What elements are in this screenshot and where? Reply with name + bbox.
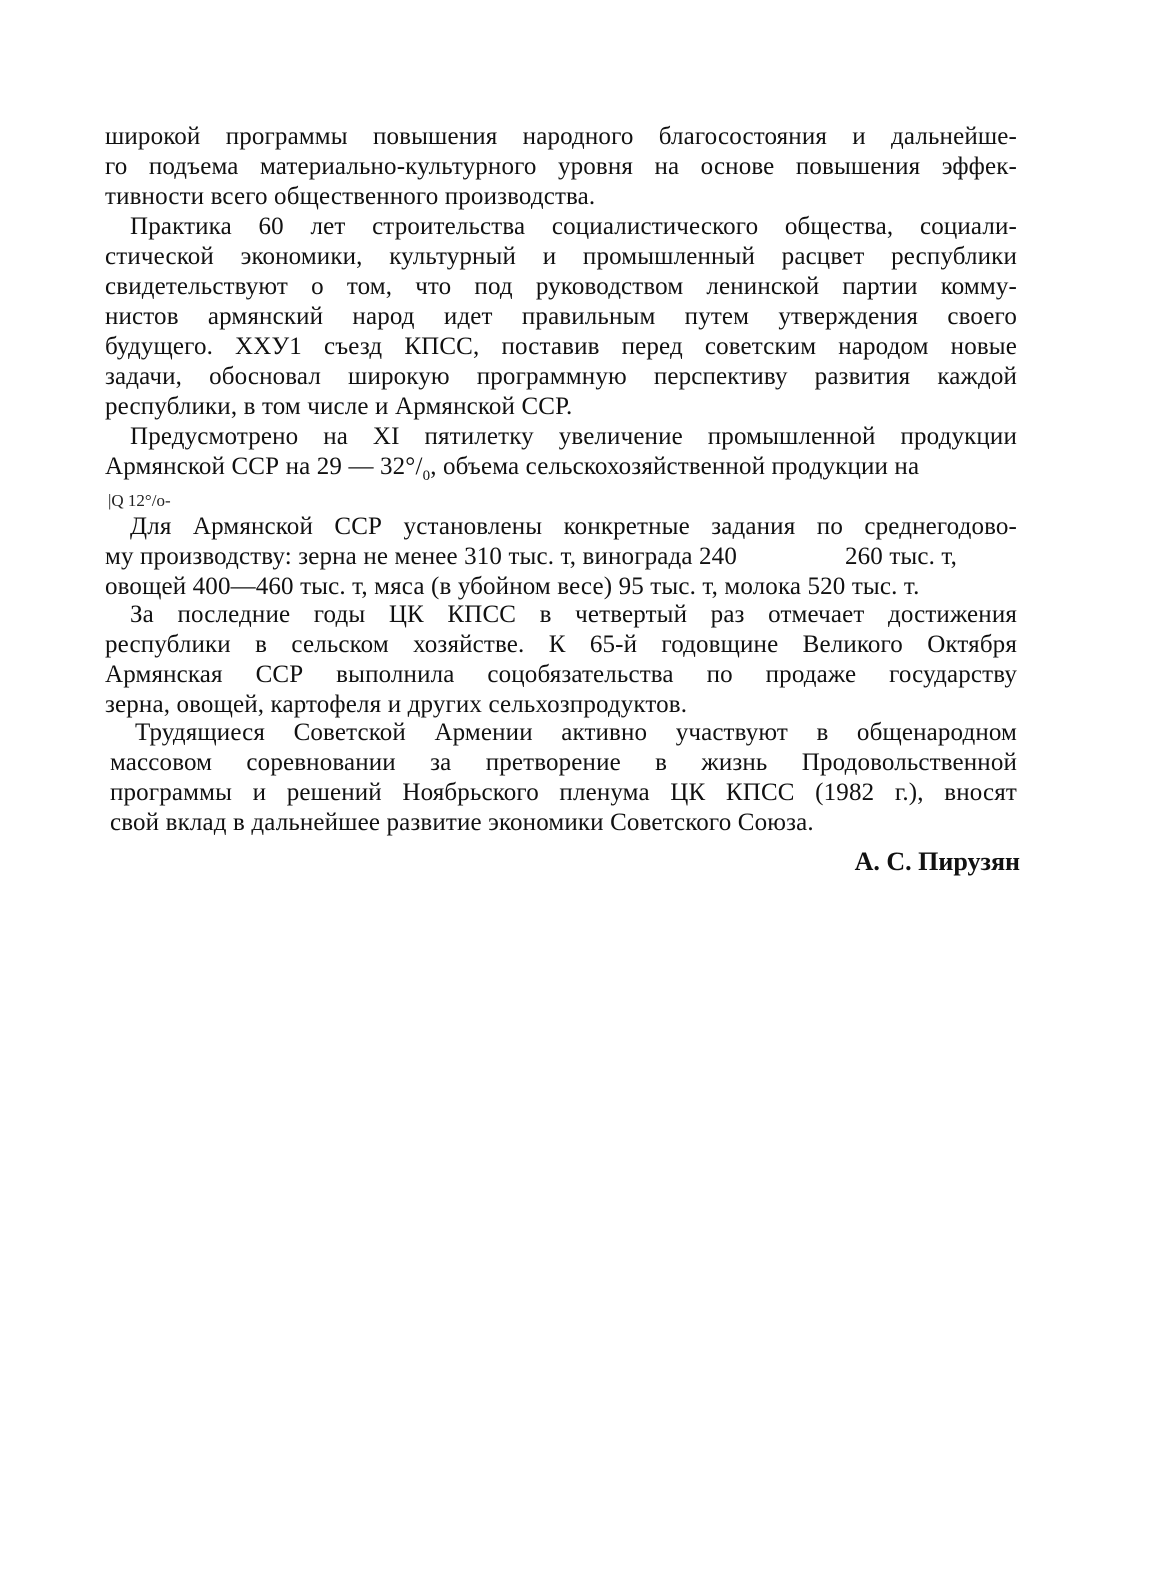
paragraph-2 [105,212,1017,422]
text-line: свой вклад в дальнейшее развитие экономики Советского Союза. [110,809,814,836]
paragraph-3 [105,422,1017,482]
text-line: зерна, овощей, картофеля и других сельхозпродуктов. [105,691,688,718]
text-line: свидетельствуют о том, что под руководством ленинской партии комму- [105,273,1017,300]
text-line: задачи, обосновал широкую программную перспективу развития каждой [105,363,1017,390]
text-segment: , объема сельскохозяйственной продукции на [430,453,920,480]
text-line: го подъема материально-культурного уровня на основе повышения эффек- [105,153,1017,180]
paragraph-5 [105,600,1017,720]
paragraph-4 [105,512,1017,602]
subscript: 0 [422,468,431,484]
text-segment: 260 тыс. т, [844,543,957,570]
text-line: овощей 400—460 тыс. т, мяса (в убойном весе) 95 тыс. т, молока 520 тыс. т. [105,573,920,600]
scan-fragment: |Q 12°/о- [108,491,171,510]
text-line: республики в сельском хозяйстве. К 65-й годовщине Великого Октября [105,631,1017,658]
text-line: тивности всего общественного производства. [105,183,596,210]
text-line: Практика 60 лет строительства социалистического общества, социали- [130,213,1017,240]
paragraph-1 [105,122,1017,212]
text-line: Предусмотрено на XI пятилетку увеличение промышленной продукции [130,423,1017,450]
text-line: программы и решений Ноябрьского пленума ЦК КПСС (1982 г.), вносят [110,779,1017,806]
text-line: нистов армянский народ идет правильным путем утверждения своего [105,303,1017,330]
text-segment: му производству: зерна не менее 310 тыс. т, винограда 240 [105,543,737,570]
text-line: широкой программы повышения народного благосостояния и дальнейше- [105,123,1017,150]
text-line: стической экономики, культурный и промышленный расцвет республики [105,243,1017,270]
paragraph-6 [110,718,1017,838]
text-line: Для Армянской ССР установлены конкретные задания по среднегодово- [130,513,1017,540]
author-signature: А. С. Пирузян [854,847,1020,876]
text-line: массовом соревновании за претворение в жизнь Продовольственной [110,749,1017,776]
text-line [105,542,1017,572]
text-line: За последние годы ЦК КПСС в четвертый раз отмечает достижения [130,601,1017,628]
text-segment: Армянской ССР на 29 — 32°/ [105,453,423,480]
text-line: Армянская ССР выполнила соцобязательства по продаже государству [105,661,1017,688]
text-line [105,452,1017,482]
text-line: будущего. ХХУ1 съезд КПСС, поставив перед советским народом новые [105,333,1017,360]
text-line: Трудящиеся Советской Армении активно участвуют в общенародном [135,719,1017,746]
text-line: республики, в том числе и Армянской ССР. [105,393,573,420]
